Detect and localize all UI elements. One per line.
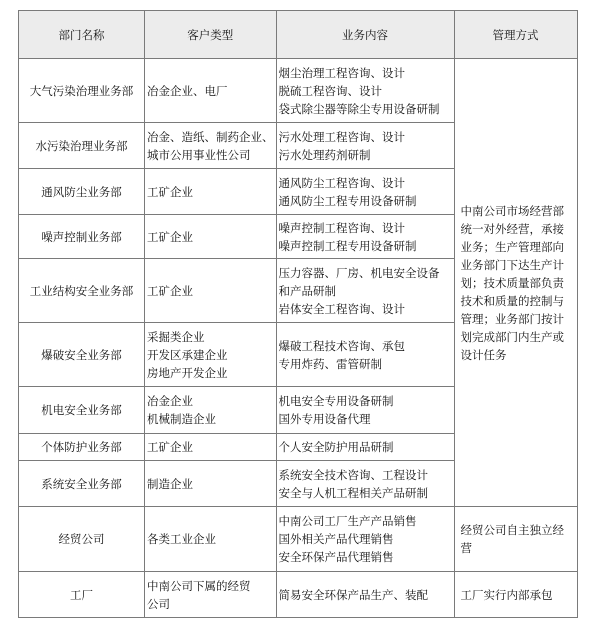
header-dept: 部门名称 [19,11,145,59]
header-client: 客户类型 [145,11,277,59]
business-content-cell-line: 通风防尘工程咨询、设计 [278,175,405,190]
business-content-cell [276,323,454,387]
header-biz: 业务内容 [276,11,454,59]
dept-name-cell: 通风防尘业务部 [19,169,145,215]
client-type-cell [145,259,277,323]
client-type-cell [145,123,277,169]
dept-name-cell: 经贸公司 [19,507,145,572]
client-type-cell [145,387,277,434]
management-cell-trade [454,507,577,572]
management-cell-main-line: 技术和质量的控制与 [460,293,564,308]
business-content-cell-line: 噪声控制工程咨询、设计 [278,220,405,235]
business-content-cell-line: 中南公司工厂生产产品销售 [278,514,417,528]
client-type-cell [145,507,277,572]
client-type-cell [145,434,277,461]
dept-name-cell: 大气污染治理业务部 [19,59,145,123]
header-mgmt: 管理方式 [454,11,577,59]
dept-name-cell: 系统安全业务部 [19,461,145,507]
business-content-cell-line: 爆破工程技术咨询、承包 [278,338,405,353]
client-type-cell [145,461,277,507]
business-table [18,10,578,618]
business-content-cell [276,169,454,215]
business-content-cell-line: 专用炸药、雷管研制 [278,356,382,371]
business-content-cell-line: 个人安全防护用品研制 [278,440,394,454]
management-cell-main-line: 管理；业务部门按计 [460,311,564,326]
business-content-cell-line: 简易安全环保产品生产、装配 [278,587,428,602]
business-content-cell [276,461,454,507]
client-type-cell-line: 制造企业 [147,476,193,491]
management-cell-main-line: 业务；生产管理部向 [460,239,564,254]
client-type-cell-line: 冶金企业 [147,394,193,408]
client-type-cell [145,59,277,123]
client-type-cell-line: 工矿企业 [147,283,193,298]
client-type-cell-line: 机械制造企业 [147,412,216,426]
business-content-cell-line: 安全环保产品代理销售 [278,550,394,564]
business-content-cell-line: 通风防尘工程专用设备研制 [278,193,417,208]
client-type-cell-line: 开发区承建企业 [147,347,228,362]
management-cell-main-line: 业务部门下达生产计 [460,257,564,272]
client-type-cell-line: 公司 [147,596,170,611]
business-content-cell-line: 袋式除尘器等除尘专用设备研制 [278,101,440,116]
business-content-cell-line: 烟尘治理工程咨询、设计 [278,65,405,80]
management-cell-main-line: 统一对外经营，承接 [460,221,564,236]
client-type-cell-line: 城市公用事业性公司 [147,147,251,162]
business-content-cell-line: 污水处理药剂研制 [278,147,371,162]
client-type-cell-line: 房地产开发企业 [147,365,228,380]
business-content-cell [276,507,454,572]
client-type-cell-line: 工矿企业 [147,184,193,199]
dept-name-cell: 爆破安全业务部 [19,323,145,387]
business-content-cell [276,215,454,259]
table-body [19,59,578,618]
client-type-cell-line: 各类工业企业 [147,532,216,546]
business-content-cell [276,387,454,434]
management-cell-trade-line: 经贸公司自主独立经 [460,523,564,537]
client-type-cell [145,215,277,259]
client-type-cell-line: 工矿企业 [147,440,193,454]
business-content-cell-line: 岩体安全工程咨询、设计 [278,301,405,316]
table-row [19,572,578,618]
dept-name-cell: 工业结构安全业务部 [19,259,145,323]
business-content-cell-line: 污水处理工程咨询、设计 [278,129,405,144]
dept-name-cell: 个体防护业务部 [19,434,145,461]
business-content-cell-line: 脱硫工程咨询、设计 [278,83,382,98]
management-cell-main-line: 划；技术质量部负责 [460,275,564,290]
management-cell-factory-line: 工厂实行内部承包 [460,587,553,602]
table-row [19,507,578,572]
dept-name-cell: 机电安全业务部 [19,387,145,434]
client-type-cell [145,572,277,618]
management-cell-main [454,59,577,507]
business-content-cell [276,434,454,461]
business-content-cell-line: 系统安全技术咨询、工程设计 [278,467,428,482]
business-content-cell [276,572,454,618]
client-type-cell-line: 采掘类企业 [147,329,205,344]
business-content-cell [276,59,454,123]
table-row [19,59,578,123]
management-cell-main-line: 划完成部门内生产或 [460,329,564,344]
business-content-cell-line: 机电安全专用设备研制 [278,394,394,408]
business-content-cell-line: 国外专用设备代理 [278,412,371,426]
business-content-cell-line: 国外相关产品代理销售 [278,532,394,546]
business-content-cell-line: 压力容器、厂房、机电安全设备 [278,265,440,280]
management-cell-trade-line: 营 [460,541,472,555]
client-type-cell [145,169,277,215]
client-type-cell-line: 冶金企业、电厂 [147,83,228,98]
client-type-cell-line: 中南公司下属的经贸 [147,578,251,593]
management-cell-main-line: 中南公司市场经营部 [460,203,564,218]
management-cell-main-line: 设计任务 [460,347,507,362]
management-cell-factory [454,572,577,618]
client-type-cell-line: 冶金、造纸、制药企业、 [147,129,274,144]
header-row [19,11,578,59]
business-content-cell-line: 安全与人机工程相关产品研制 [278,485,428,500]
business-content-cell [276,123,454,169]
dept-name-cell: 噪声控制业务部 [19,215,145,259]
client-type-cell [145,323,277,387]
dept-name-cell: 水污染治理业务部 [19,123,145,169]
business-content-cell-line: 和产品研制 [278,283,336,298]
client-type-cell-line: 工矿企业 [147,229,193,244]
dept-name-cell: 工厂 [19,572,145,618]
business-content-cell [276,259,454,323]
business-content-cell-line: 噪声控制工程专用设备研制 [278,238,417,253]
